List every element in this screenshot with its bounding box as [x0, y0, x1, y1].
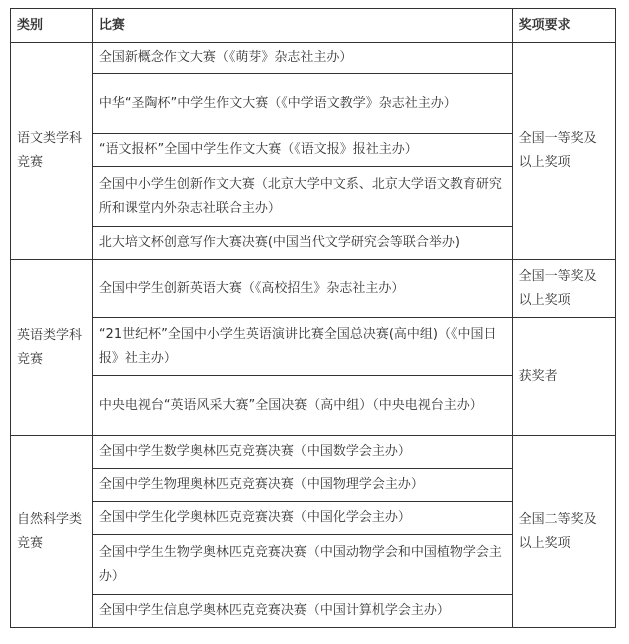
award-cell: 获奖者 [512, 318, 615, 436]
competition-cell: 全国中学生物理奥林匹克竞赛决赛（中国物理学会主办） [92, 469, 512, 502]
competition-cell: 全国中学生化学奥林匹克竞赛决赛（中国化学会主办） [92, 502, 512, 535]
competition-cell: 全国中小学生创新作文大赛（北京大学中文系、北京大学语文教育研究所和课堂内外杂志社联合主办） [92, 167, 512, 227]
category-cell: 语文类学科竞赛 [11, 43, 93, 260]
competition-cell: 全国中学生信息学奥林匹克竞赛决赛（中国计算机学会主办） [92, 595, 512, 628]
competition-cell: 北大培文杯创意写作大赛决赛(中国当代文学研究会等联合举办) [92, 227, 512, 260]
competition-cell: “语文报杯”全国中学生作文大赛（《语文报》报社主办） [92, 134, 512, 167]
competition-table [10, 8, 616, 628]
competition-cell: 中央电视台“英语风采大赛”全国决赛（高中组）（中央电视台主办） [92, 376, 512, 436]
competition-cell: 全国新概念作文大赛（《萌芽》杂志社主办） [92, 43, 512, 74]
competition-cell: “21世纪杯”全国中小学生英语演讲比赛全国总决赛(高中组)（《中国日报》社主办） [92, 318, 512, 376]
category-cell: 英语类学科竞赛 [11, 260, 93, 436]
table-row [11, 436, 616, 469]
competition-cell: 全国中学生创新英语大赛（《高校招生》杂志社主办） [92, 260, 512, 318]
category-cell: 自然科学类竞赛 [11, 436, 93, 628]
award-cell: 全国一等奖及以上奖项 [512, 260, 615, 318]
award-cell: 全国二等奖及以上奖项 [512, 436, 615, 628]
competition-cell: 全国中学生生物学奥林匹克竞赛决赛（中国动物学会和中国植物学会主办） [92, 535, 512, 595]
award-cell: 全国一等奖及以上奖项 [512, 43, 615, 260]
table-row [11, 318, 616, 376]
table-row [11, 260, 616, 318]
header-category: 类别 [11, 9, 93, 43]
header-competition: 比赛 [92, 9, 512, 43]
table-row [11, 43, 616, 74]
table-header-row [11, 9, 616, 43]
competition-cell: 全国中学生数学奥林匹克竞赛决赛（中国数学会主办） [92, 436, 512, 469]
header-award: 奖项要求 [512, 9, 615, 43]
competition-cell: 中华“圣陶杯”中学生作文大赛（《中学语文教学》杂志社主办） [92, 74, 512, 134]
